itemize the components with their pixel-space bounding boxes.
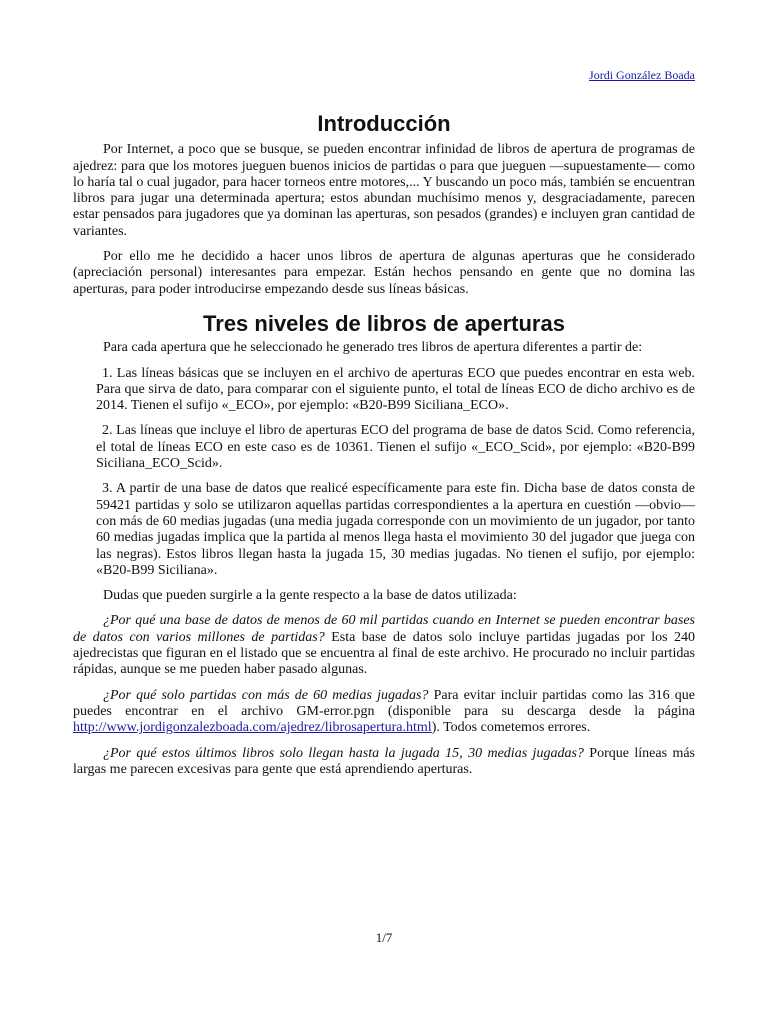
list-item-3: 3. A partir de una base de datos que realicé específicamente para este fin. Dicha base de datos consta de 59421 partidas y solo se utilizaron aquellas partidas correspondientes a la apertura en cuestión —obvio— con más de 60 medias jugadas (una media jugada corresponde con un movimiento de un jugador, por tanto 60 medias jugadas implica que la partida al menos llega hasta el movimiento 30 del jugador que juega con las negras). Estos libros llegan hasta la jugada 15, 30 medias jugadas. No tienen el sufijo, por ejemplo: «B20-B99 Siciliana». xyxy=(96,481,695,578)
page-number: 1/7 xyxy=(375,930,393,945)
intro-paragraph-1: Por Internet, a poco que se busque, se pueden encontrar infinidad de libros de apertura de programas de ajedrez: para que los motores jueguen buenos inicios de partidas o para que jueguen —supuestamente— como lo haría tal o cual jugador, para hacer torneos entre motores,... Y buscando un poco más, también se encuentran libros para jugar una determinada apertura; estos abundan muchísimo menos y, desgraciadamente, parecen estar pensados para jugadores que ya dominan las aperturas, son pesados (grandes) e incluyen gran cantidad de variantes. xyxy=(73,142,695,239)
list-item-1: 1. Las líneas básicas que se incluyen en el archivo de aperturas ECO que puedes encontrar en esta web. Para que sirva de dato, para comparar con el siguiente punto, el total de líneas ECO de dicho archivo es de 2014. Tienen el sufijo «_ECO», por ejemplo: «B20-B99 Siciliana_ECO». xyxy=(96,365,695,414)
faq-answer-2-start: Para evitar incluir partidas como las 316 que puedes encontrar en el archivo GM-error.pgn (disponible para su descarga desde la página xyxy=(73,687,695,719)
faq-item-3 xyxy=(73,746,695,779)
faq-item-1 xyxy=(73,613,695,678)
section-title-levels: Tres niveles de libros de aperturas xyxy=(203,310,565,336)
faq-answer-1: Esta base de datos solo incluye partidas jugadas por los 240 ajedrecistas que figuran en el listado que se encuentra al final de este archivo. He procurado no incluir partidas rápidas, aunque se me pueden haber pasado algunas. xyxy=(73,629,695,678)
faq-answer-2-end: ). Todos cometemos errores. xyxy=(431,720,591,736)
faq-answer-3: Porque líneas más largas me parecen excesivas para gente que está aprendiendo aperturas. xyxy=(73,745,695,777)
faq-question-3: ¿Por qué estos últimos libros solo llegan hasta la jugada 15, 30 medias jugadas? xyxy=(103,745,584,761)
intro-paragraph-2: Por ello me he decidido a hacer unos libros de apertura de algunas aperturas que he considerado (apreciación personal) interesantes para empezar. Están hechos pensando en gente que no domina las aperturas, para poder introducirse empezando desde sus líneas básicas. xyxy=(73,249,695,297)
faq-question-2: ¿Por qué solo partidas con más de 60 medias jugadas? xyxy=(103,687,429,703)
levels-paragraph-1: Para cada apertura que he seleccionado he generado tres libros de apertura diferentes a partir de: xyxy=(103,340,643,356)
faq-item-2 xyxy=(73,688,695,737)
faq-question-1: ¿Por qué una base de datos de menos de 60 mil partidas cuando en Internet se pueden encontrar bases de datos con varios millones de partidas? xyxy=(73,613,695,645)
download-page-link[interactable]: http://www.jordigonzalezboada.com/ajedrez/librosapertura.html xyxy=(73,720,432,736)
document-body xyxy=(73,111,695,787)
author-link[interactable]: Jordi González Boada xyxy=(589,68,695,82)
section-title-intro: Introducción xyxy=(317,111,451,136)
doubts-intro: Dudas que pueden surgirle a la gente respecto a la base de datos utilizada: xyxy=(103,588,517,604)
list-item-2: 2. Las líneas que incluye el libro de aperturas ECO del programa de base de datos Scid. Como referencia, el total de líneas ECO en este caso es de 10361. Tienen el sufijo «_ECO_Scid», por ejemplo: «B20-B99 Siciliana_ECO_Scid». xyxy=(96,423,695,472)
